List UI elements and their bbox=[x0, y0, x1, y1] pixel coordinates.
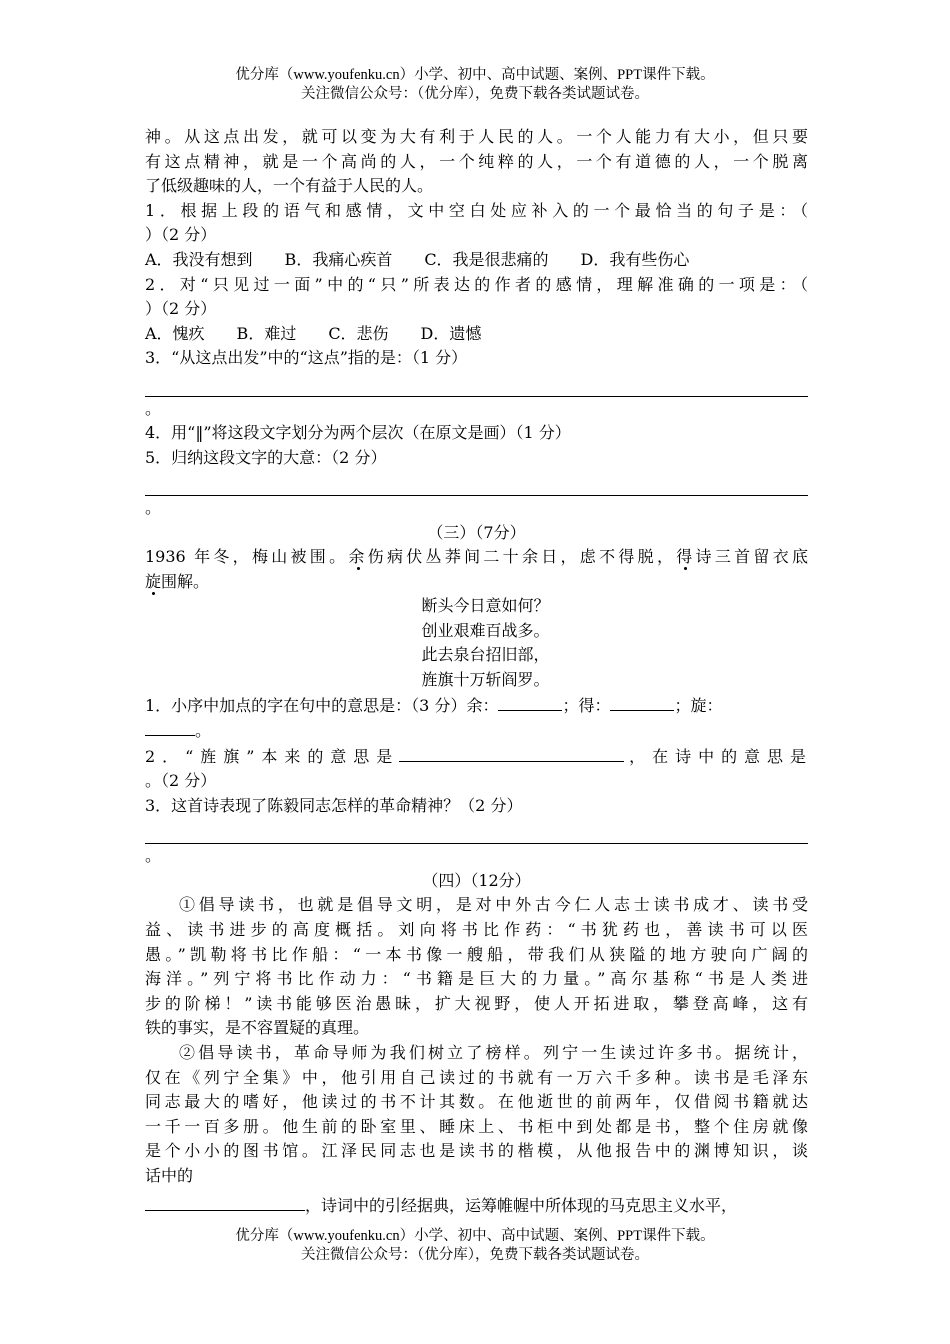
question-1 bbox=[145, 693, 808, 719]
question-4: 4．用“‖”将这段文字划分为两个层次（在原文是画）（1 分） bbox=[145, 423, 571, 443]
footer-line-2: 关注微信公众号：（优分库），免费下载各类试题试卷。 bbox=[301, 1247, 649, 1263]
header-line-1: 优分库（www.youfenku.cn）小学、初中、高中试题、案例、PPT课件下载。 bbox=[235, 67, 715, 83]
blank-yu[interactable] bbox=[498, 693, 562, 711]
question-1-cont bbox=[145, 718, 808, 744]
poem-line: 断头今日意如何？ bbox=[421, 596, 550, 616]
preface-text: 围解。 bbox=[161, 571, 210, 591]
answer-end-mark: 。 bbox=[145, 846, 162, 866]
answer-line[interactable] bbox=[145, 470, 808, 496]
section-2 bbox=[145, 125, 808, 521]
paragraph-1-line: ①倡导读书，也就是倡导文明，是对中外古今仁人志士读书成才、读书受 bbox=[179, 895, 808, 915]
dotted-char-xuan: 旋 bbox=[145, 571, 162, 591]
paragraph-2-line: 仅在《列宁全集》中，他引用自己读过的书就有一万六千多种。读书是毛泽东 bbox=[145, 1067, 808, 1087]
question-2: 2．对“只见过一面”中的“只”所表达的作者的感情，理解准确的一项是：（ bbox=[145, 274, 808, 294]
question-text: 2．“旌旗”本来的意思是 bbox=[145, 746, 400, 766]
dotted-char-de: 得 bbox=[676, 547, 696, 567]
question-1-score: ）（2 分） bbox=[145, 225, 217, 245]
preface-text: 诗三首留衣底 bbox=[695, 547, 808, 567]
preface-line bbox=[145, 570, 808, 595]
answer-end-mark: 。 bbox=[145, 497, 162, 517]
blank-xuan[interactable] bbox=[145, 718, 195, 736]
question-text: ；旋： bbox=[674, 695, 723, 715]
section-4 bbox=[145, 869, 808, 1218]
question-text: 。 bbox=[195, 721, 212, 741]
dotted-char-yu: 余 bbox=[348, 547, 368, 567]
question-text: ，在诗中的意思是 bbox=[624, 746, 808, 766]
poem-line: 此去泉台招旧部， bbox=[421, 645, 550, 665]
question-5: 5．归纳这段文字的大意：（2 分） bbox=[145, 447, 387, 467]
paragraph-2-fill-line bbox=[145, 1193, 808, 1219]
poem-line: 旌旗十万斩阎罗。 bbox=[421, 670, 550, 690]
paragraph-1-line: 海洋。”列宁将书比作动力：“书籍是巨大的力量。”高尔基称“书是人类进 bbox=[145, 969, 808, 989]
preface-text: 伤病伏丛莽间二十余日，虑不得脱， bbox=[367, 547, 677, 567]
blank-jingqi[interactable] bbox=[399, 744, 624, 762]
paragraph-text: ，诗词中的引经据典，运筹帷幄中所体现的马克思主义水平， bbox=[305, 1195, 738, 1215]
passage-line: 神。从这点出发，就可以变为大有利于人民的人。一个人能力有大小，但只要 bbox=[145, 127, 808, 146]
section-4-title: （四）（12分） bbox=[422, 870, 531, 890]
page-header bbox=[0, 66, 950, 104]
blank-tanhua[interactable] bbox=[145, 1193, 305, 1211]
question-1-options: A．我没有想到 B．我痛心疾首 C．我是很悲痛的 D．我有些伤心 bbox=[145, 249, 690, 269]
paragraph-1-line: 铁的事实，是不容置疑的真理。 bbox=[145, 1018, 370, 1038]
paragraph-1-line: 愚。”凯勒将书比作船：“一本书像一艘船，带我们从狭隘的地方驶向广阔的 bbox=[145, 944, 808, 964]
question-1: 1．根据上段的语气和感情，文中空白处应补入的一个最恰当的句子是：（ bbox=[145, 200, 808, 220]
question-2-score: 。（2 分） bbox=[145, 771, 217, 791]
paragraph-1-line: 步的阶梯！”读书能够医治愚昧，扩大视野，使人开拓进取，攀登高峰，这有 bbox=[145, 993, 808, 1013]
paragraph-2-line: 是个小小的图书馆。江泽民同志也是读书的楷模，从他报告中的渊博知识，谈 bbox=[145, 1141, 808, 1161]
question-2-score: ）（2 分） bbox=[145, 299, 217, 319]
answer-line[interactable] bbox=[145, 819, 808, 845]
paragraph-1-line: 益、读书进步的高度概括。刘向将书比作药：“书犹药也，善读书可以医 bbox=[145, 920, 808, 939]
paragraph-2-line: 一千一百多册。他生前的卧室里、睡床上、书柜中到处都是书，整个住房就像 bbox=[145, 1116, 808, 1136]
question-text: ；得： bbox=[562, 695, 611, 715]
passage-line: 有这点精神，就是一个高尚的人，一个纯粹的人，一个有道德的人，一个脱离 bbox=[145, 151, 808, 171]
poem-line: 创业艰难百战多。 bbox=[421, 620, 550, 640]
section-3-title: （三）（7分） bbox=[427, 522, 526, 542]
paragraph-2-line: 同志最大的嗜好，他读过的书不计其数。在他逝世的前两年，仅借阅书籍就达 bbox=[145, 1092, 808, 1112]
question-2-options: A．愧疚 B．难过 C．悲伤 D．遗憾 bbox=[145, 323, 482, 343]
passage-line: 了低级趣味的人，一个有益于人民的人。 bbox=[145, 176, 434, 196]
blank-de[interactable] bbox=[610, 693, 674, 711]
section-3 bbox=[145, 521, 808, 869]
answer-line[interactable] bbox=[145, 371, 808, 397]
footer-line-1: 优分库（www.youfenku.cn）小学、初中、高中试题、案例、PPT课件下载。 bbox=[235, 1228, 715, 1244]
header-line-2: 关注微信公众号：（优分库），免费下载各类试题试卷。 bbox=[301, 86, 649, 102]
preface-text: 1936 年冬，梅山被围。 bbox=[145, 547, 349, 567]
question-3: 3．这首诗表现了陈毅同志怎样的革命精神？（2 分） bbox=[145, 796, 523, 816]
question-3: 3．“从这点出发”中的“这点”指的是：（1 分） bbox=[145, 348, 468, 368]
page-footer bbox=[0, 1227, 950, 1265]
question-2 bbox=[145, 744, 808, 770]
preface-line bbox=[145, 545, 808, 570]
answer-end-mark: 。 bbox=[145, 398, 162, 418]
paragraph-2-line: ②倡导读书，革命导师为我们树立了榜样。列宁一生读过许多书。据统计， bbox=[179, 1042, 808, 1062]
paragraph-2-line: 话中的 bbox=[145, 1165, 194, 1185]
question-text: 1．小序中加点的字在句中的意思是：（3 分）余： bbox=[145, 695, 499, 715]
document-body bbox=[145, 125, 808, 1218]
